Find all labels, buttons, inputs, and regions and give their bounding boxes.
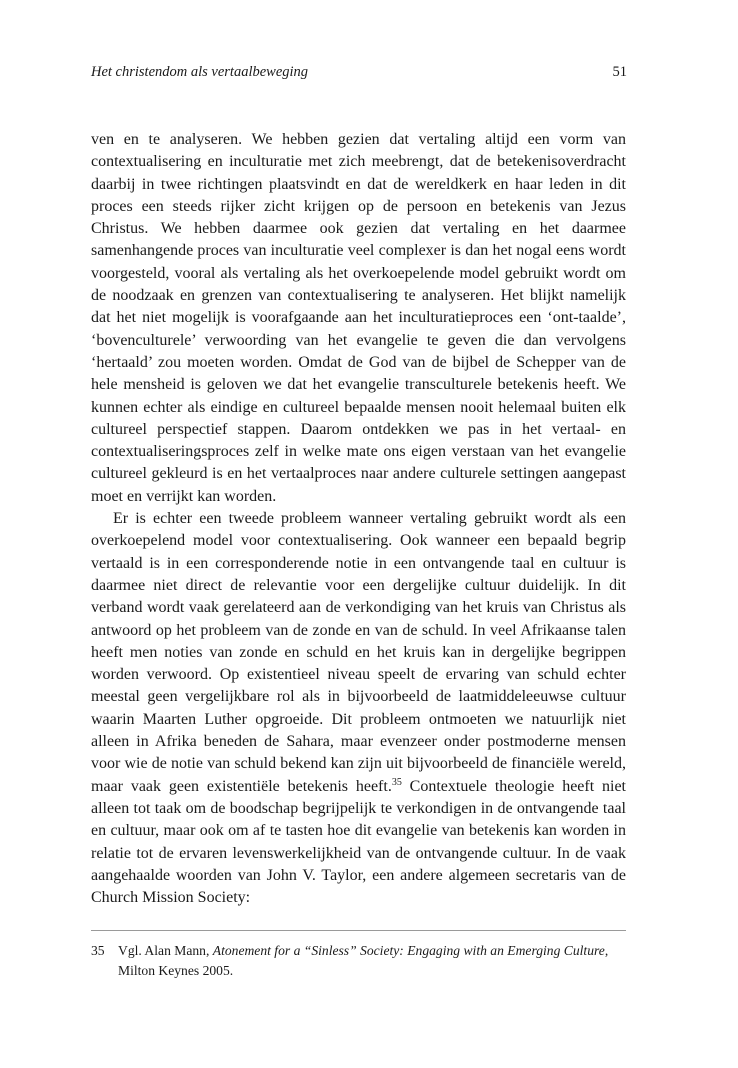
footnote-35: [91, 941, 626, 981]
footnote-ref-35[interactable]: 35: [391, 776, 402, 788]
running-title: Het christendom als vertaalbeweging: [91, 64, 309, 80]
page-number: 51: [612, 64, 627, 80]
footnote-publication: Milton Keynes 2005.: [118, 963, 234, 978]
footnote-book-title: Atonement for a “Sinless” Society: Engaging with an Emerging Culture: [212, 943, 605, 958]
body-text: [91, 129, 626, 909]
footnote-prefix: Vgl. Alan Mann,: [118, 943, 213, 958]
running-head: [91, 64, 627, 84]
paragraph-2-part-1: Er is echter een tweede probleem wanneer vertaling gebruikt wordt als een overkoepelend model voor contextualisering. Ook wanneer een bepaald begrip vertaald is in een corresponderende notie in een ontvangende taal en cultuur is daarmee niet direct de relevantie voor een dergelijke cultuur duidelijk. In dit verband wordt vaak gerelateerd aan de verkondiging van het kruis van Christus als antwoord op het probleem van de zonde en van de schuld. In veel Afrikaanse talen heeft men noties van zonde en schuld en het kruis kan in dergelijke begrippen worden verwoord. Op existentieel niveau speelt de ervaring van schuld echter meestal geen vergelijkbare rol als in bijvoorbeeld de laatmiddeleeuwse cultuur waarin Maarten Luther opgroeide. Dit probleem ontmoeten we natuurlijk niet alleen in Afrika beneden de Sahara, maar evenzeer onder postmoderne mensen voor wie de notie van schuld bekend kan zijn uit bijvoorbeeld de financiële wereld, maar vaak geen existentiële betekenis heeft.: [91, 510, 626, 795]
paragraph-1: ven en te analyseren. We hebben gezien dat vertaling altijd een vorm van contextualisering en inculturatie met zich meebrengt, dat de betekenisoverdracht daarbij in twee richtingen plaatsvindt en dat de wereldkerk en haar leden in dit proces een steeds rijker zicht krijgen op de persoon en betekenis van Jezus Christus. We hebben daarmee ook gezien dat vertaling en het daarmee samenhangende proces van inculturatie veel complexer is dan het nogal eens wordt voorgesteld, vooral als vertaling als het overkoepelende model gebruikt wordt om de noodzaak en grenzen van contextualisering te analyseren. Het blijkt namelijk dat het niet mogelijk is voorafgaande aan het inculturatieproces een ‘ont-taalde’, ‘bovenculturele’ verwoording van het evangelie te geven die dan vervolgens ‘hertaald’ zou moeten worden. Omdat de God van de bijbel de Schepper van de hele mensheid is geloven we dat het evangelie transculturele betekenis heeft. We kunnen echter als eindige en cultureel bepaalde mensen nooit helemaal buiten elk cultureel perspectief stappen. Daarom ontdekken we pas in het vertaal- en contextualiseringsproces zelf in welke mate ons eigen verstaan van het evangelie cultureel gekleurd is en het vertaalproces naar andere culturele settingen aangepast moet en verrijkt kan worden.: [91, 131, 626, 505]
footnote-text: [118, 941, 626, 981]
footnote-divider: [91, 930, 626, 931]
footnote-number: 35: [91, 943, 105, 958]
footnote-suffix: ,: [604, 943, 609, 958]
paragraph-2-part-2: Contextuele theologie heeft niet alleen tot taak om de boodschap begrijpelijk te verkondigen in de ontvangende taal en cultuur, maar ook om af te tasten hoe dit evangelie van betekenis kan worden in relatie tot de ervaren levenswerkelijkheid van de ontvangende cultuur. In de vaak aangehaalde woorden van John V. Taylor, een andere algemeen secretaris van de Church Mission Society:: [91, 777, 626, 907]
paragraph-2: [91, 508, 626, 909]
footnote-line-1: [118, 941, 626, 961]
